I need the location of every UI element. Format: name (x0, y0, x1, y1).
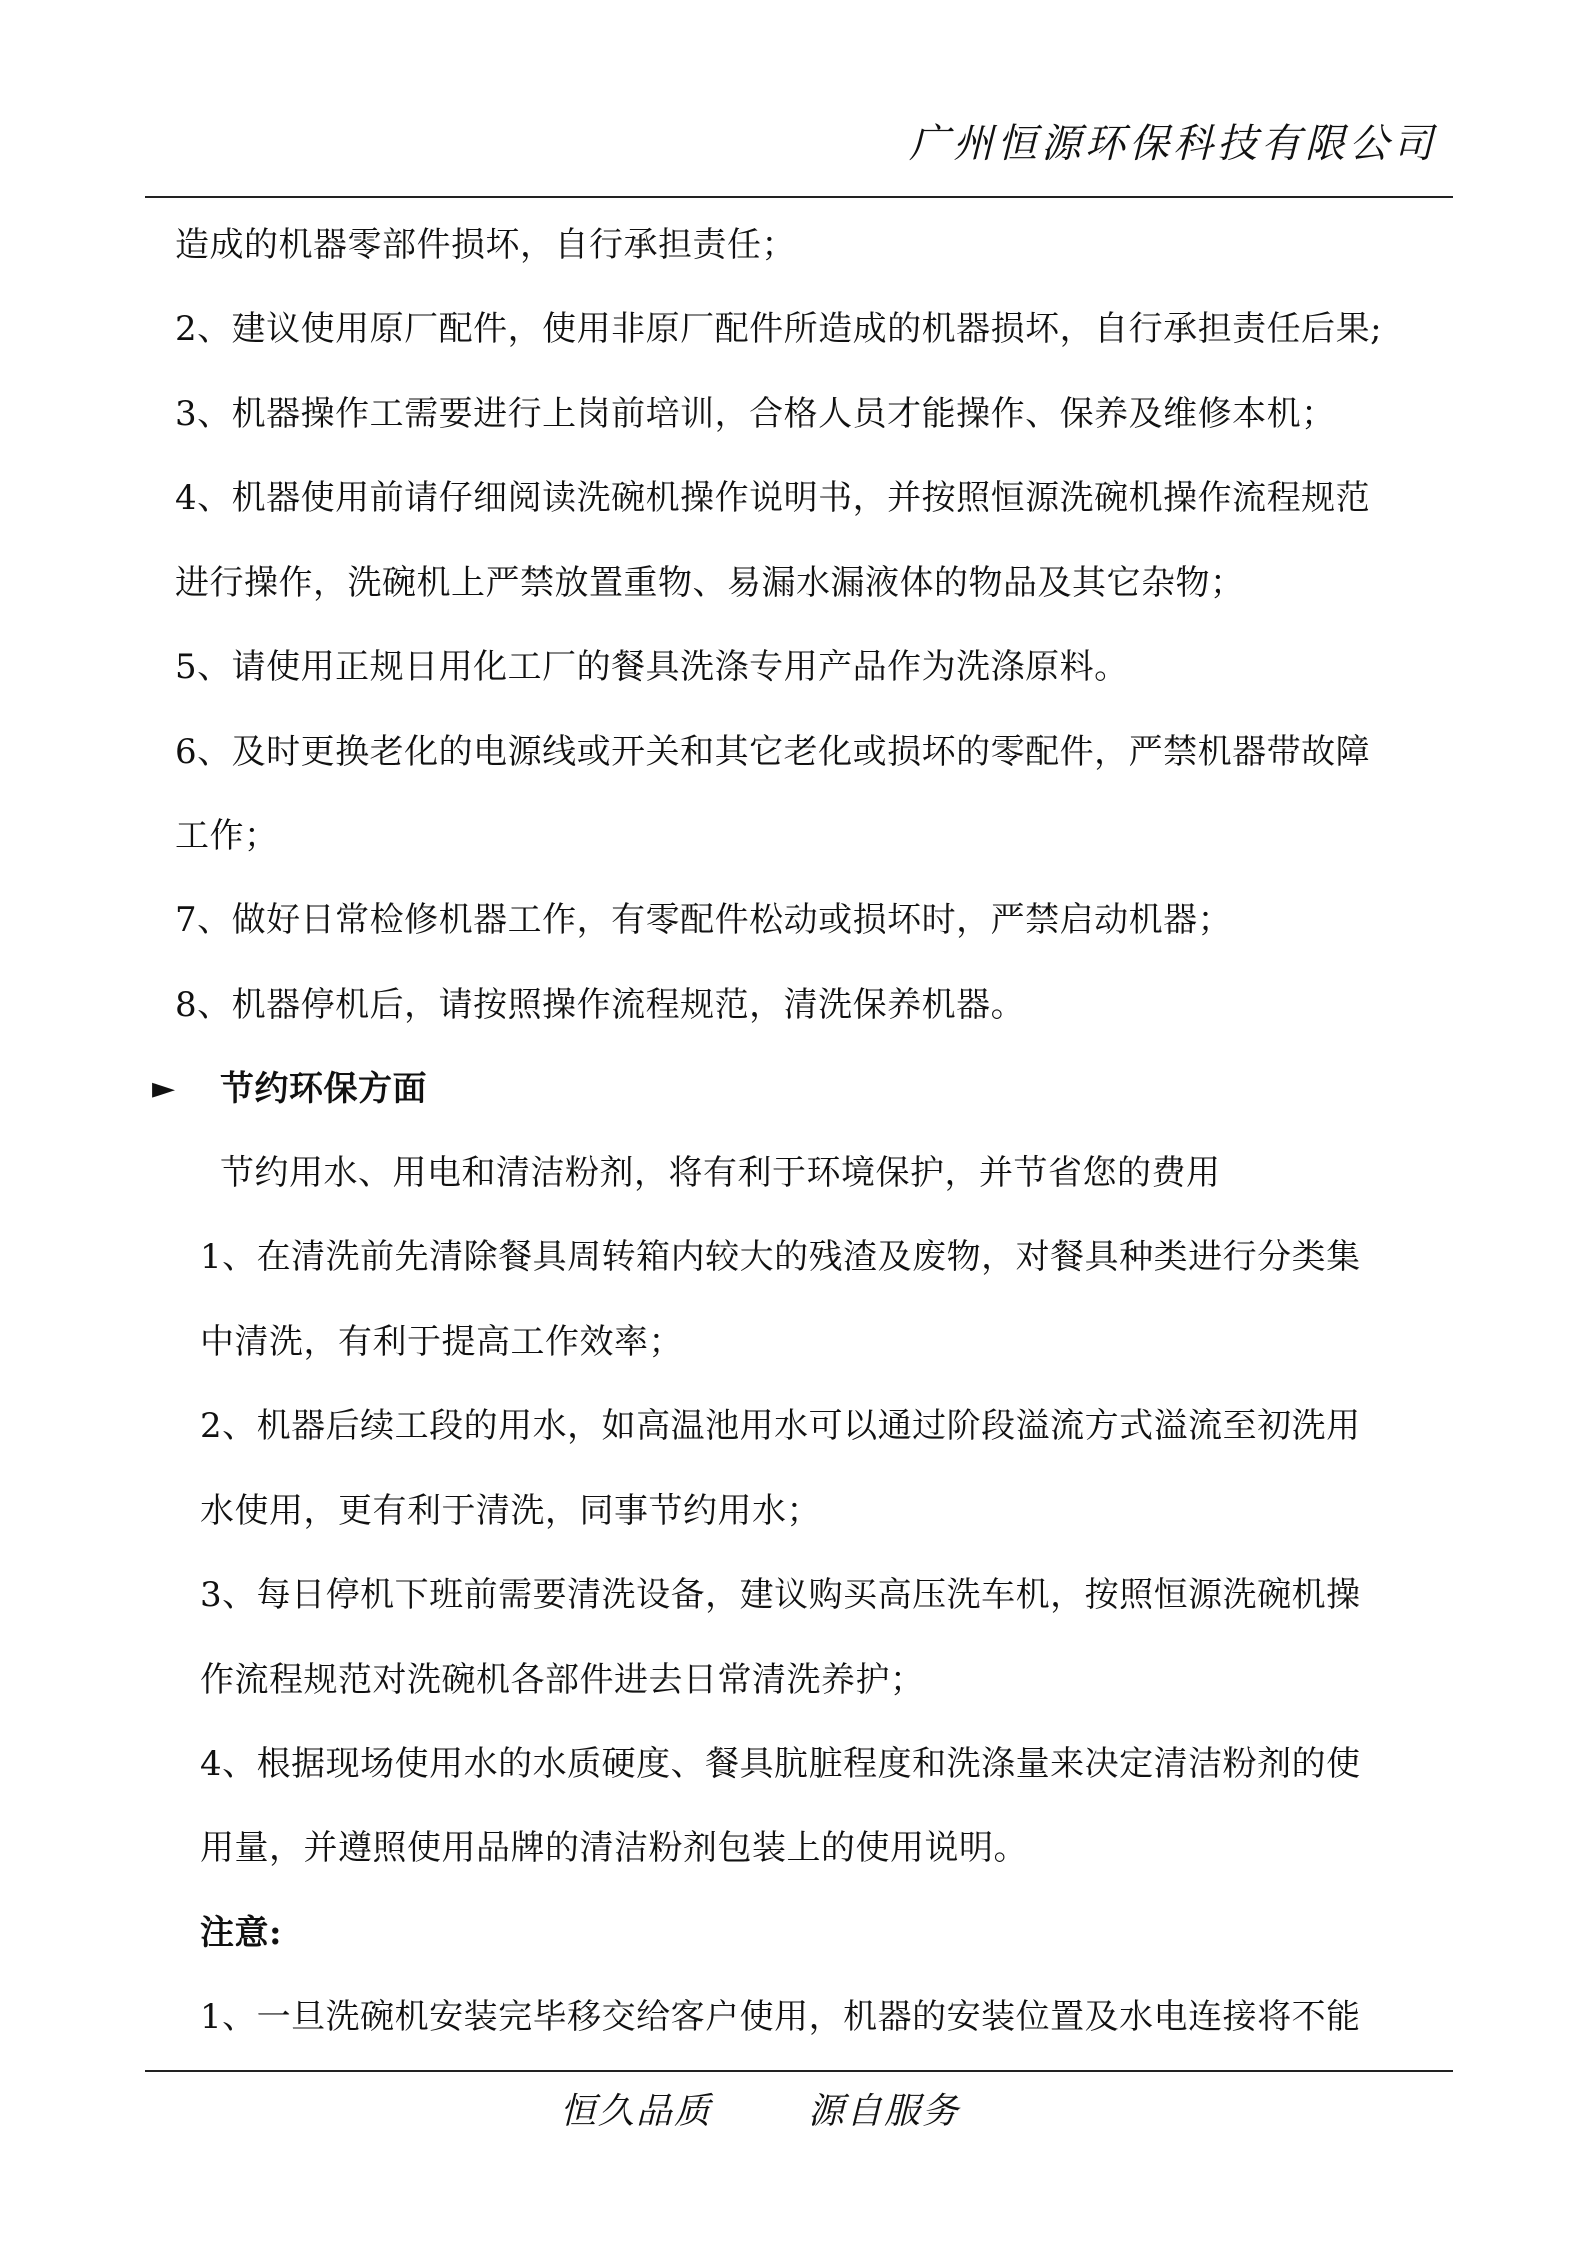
section-line: 用量，并遵照使用品牌的清洁粉剂包装上的使用说明。 (200, 1828, 1028, 1868)
notice-title: 注意: (200, 1913, 283, 1953)
body-line: 造成的机器零部件损坏，自行承担责任； (175, 225, 796, 265)
body-line: 3、机器操作工需要进行上岗前培训，合格人员才能操作、保养及维修本机； (175, 394, 1336, 434)
body-line: 2、建议使用原厂配件，使用非原厂配件所造成的机器损坏，自行承担责任后果; (175, 309, 1383, 349)
section-line: 4、根据现场使用水的水质硬度、餐具肮脏程度和洗涤量来决定清洁粉剂的使 (200, 1744, 1361, 1784)
footer-slogan-right: 源自服务 (808, 2091, 961, 2132)
body-line: 4、机器使用前请仔细阅读洗碗机操作说明书，并按照恒源洗碗机操作流程规范 (175, 478, 1371, 518)
notice-line: 1、一旦洗碗机安装完毕移交给客户使用，机器的安装位置及水电连接将不能 (200, 1997, 1361, 2037)
page-footer (560, 2083, 960, 2134)
body-line: 8、机器停机后，请按照操作流程规范，清洗保养机器。 (175, 985, 1026, 1025)
footer-divider (145, 2070, 1453, 2072)
section-line: 作流程规范对洗碗机各部件进去日常清洗养护； (200, 1660, 925, 1700)
triangle-bullet-icon: ► (152, 1071, 176, 1106)
header-divider (145, 196, 1453, 198)
section-line: 3、每日停机下班前需要清洗设备，建议购买高压洗车机，按照恒源洗碗机操 (200, 1575, 1361, 1615)
body-line: 进行操作，洗碗机上严禁放置重物、易漏水漏液体的物品及其它杂物； (175, 563, 1245, 603)
section-line: 水使用，更有利于清洗，同事节约用水； (200, 1491, 821, 1531)
section-line: 2、机器后续工段的用水，如高温池用水可以通过阶段溢流方式溢流至初洗用 (200, 1406, 1361, 1446)
body-line: 5、请使用正规日用化工厂的餐具洗涤专用产品作为洗涤原料。 (175, 647, 1129, 687)
section-line: 中清洗，有利于提高工作效率； (200, 1322, 683, 1362)
company-name: 广州恒源环保科技有限公司 (909, 121, 1437, 167)
section-line: 1、在清洗前先清除餐具周转箱内较大的残渣及废物，对餐具种类进行分类集 (200, 1237, 1361, 1277)
section-title: 节约环保方面 (220, 1069, 427, 1109)
footer-slogan-left: 恒久品质 (560, 2091, 713, 2132)
section-intro: 节约用水、用电和清洁粉剂，将有利于环境保护，并节省您的费用 (220, 1153, 1221, 1193)
body-line: 7、做好日常检修机器工作，有零配件松动或损坏时，严禁启动机器； (175, 900, 1233, 940)
body-line: 工作； (175, 816, 279, 856)
body-line: 6、及时更换老化的电源线或开关和其它老化或损坏的零配件，严禁机器带故障 (175, 732, 1371, 772)
